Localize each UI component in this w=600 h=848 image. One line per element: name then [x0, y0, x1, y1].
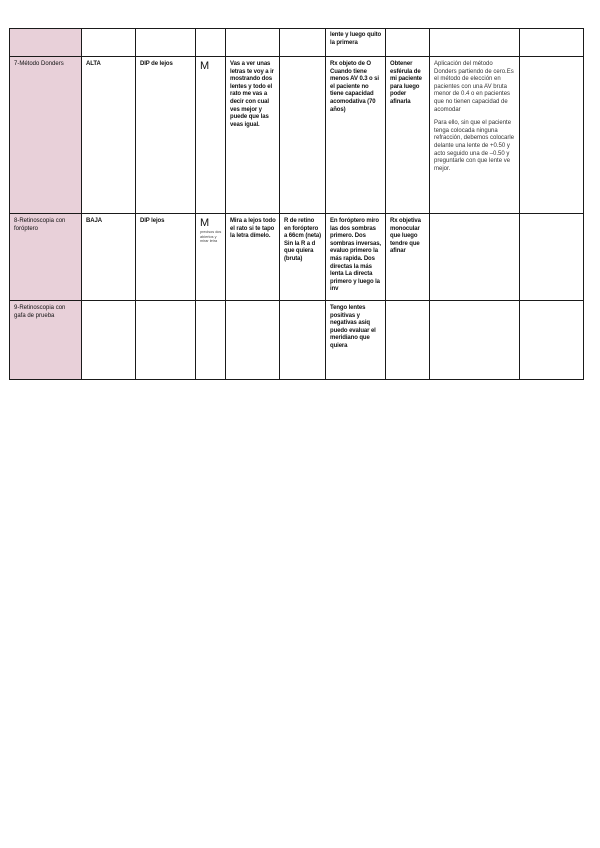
difficulty-cell — [82, 29, 136, 57]
notes-cell — [430, 57, 520, 214]
lens-cell: R de retino en foróptero a 66cm (neta) Sin la R a d que quiera (bruta) — [280, 214, 326, 301]
mark-letter: M — [200, 60, 210, 72]
extra-cell — [520, 301, 584, 380]
extra-cell — [520, 214, 584, 301]
procedure-cell: En foróptero miro las dos sombras primero. Dos sombras inversas, evaluo primero la más rapida. Dos directas la más lenta La directa primero y luego la inv — [326, 214, 386, 301]
row-label-cell: 8-Retinoscopia con foróptero — [10, 214, 82, 301]
table-row — [10, 301, 584, 380]
table-row — [10, 57, 584, 214]
table-row — [10, 214, 584, 301]
objective-cell: Rx objetiva monocular que luego tendre que afinar — [386, 214, 430, 301]
row-label-cell — [10, 29, 82, 57]
mark-cell — [196, 57, 226, 214]
objective-cell — [386, 301, 430, 380]
distance-cell — [136, 301, 196, 380]
lens-cell — [280, 301, 326, 380]
notes-cell — [430, 214, 520, 301]
mark-cell — [196, 214, 226, 301]
extra-cell — [520, 57, 584, 214]
difficulty-cell: BAJA — [82, 214, 136, 301]
notes-cell — [430, 301, 520, 380]
mark-cell — [196, 29, 226, 57]
instructions-cell — [226, 29, 280, 57]
instructions-cell — [226, 301, 280, 380]
notes-paragraph: Aplicación del método Donders partiendo de cero.Es el método de elección en pacientes con una AV bruta menor de 0.4 o en pacientes que no tienen capacidad de acomodar — [434, 61, 514, 113]
table-row — [10, 29, 584, 57]
procedure-cell: Rx objeto de O Cuando tiene menos AV 0.3 o si el paciente no tiene capacidad acomodativa (70 años) — [326, 57, 386, 214]
notes-cell — [430, 29, 520, 57]
difficulty-cell — [82, 301, 136, 380]
lens-cell — [280, 57, 326, 214]
mark-note: precisos dos abiertos y mirar letra — [200, 230, 222, 244]
distance-cell — [136, 29, 196, 57]
instructions-cell: Vas a ver unas letras te voy a ir mostrando dos lentes y todo el rato me vas a decir con cual ves mejor y puede que las veas igual. — [226, 57, 280, 214]
protocol-table — [9, 28, 584, 380]
mark-letter: M — [200, 217, 210, 229]
objective-cell — [386, 29, 430, 57]
row-label-cell: 9-Retinoscopia con gafa de prueba — [10, 301, 82, 380]
distance-cell: DIP lejos — [136, 214, 196, 301]
notes-paragraph: Para ello, sin que el paciente tenga colocada ninguna refracción, debemos colocarle delante una lente de +0.50 y acto seguido una de –0.50 y preguntarle con que lente ve mejor. — [434, 120, 515, 172]
procedure-cell: Tengo lentes positivas y negativas asiq puedo evaluar el meridiano que quiera — [326, 301, 386, 380]
mark-cell — [196, 301, 226, 380]
instructions-cell: Mira a lejos todo el rato si te tapo la letra dímelo. — [226, 214, 280, 301]
lens-cell — [280, 29, 326, 57]
extra-cell — [520, 29, 584, 57]
row-label-cell: 7-Método Donders — [10, 57, 82, 214]
distance-cell: DIP de lejos — [136, 57, 196, 214]
procedure-cell: lente y luego quito la primera — [326, 29, 386, 57]
difficulty-cell: ALTA — [82, 57, 136, 214]
objective-cell: Obtener esférula de mi paciente para luego poder afinarla — [386, 57, 430, 214]
